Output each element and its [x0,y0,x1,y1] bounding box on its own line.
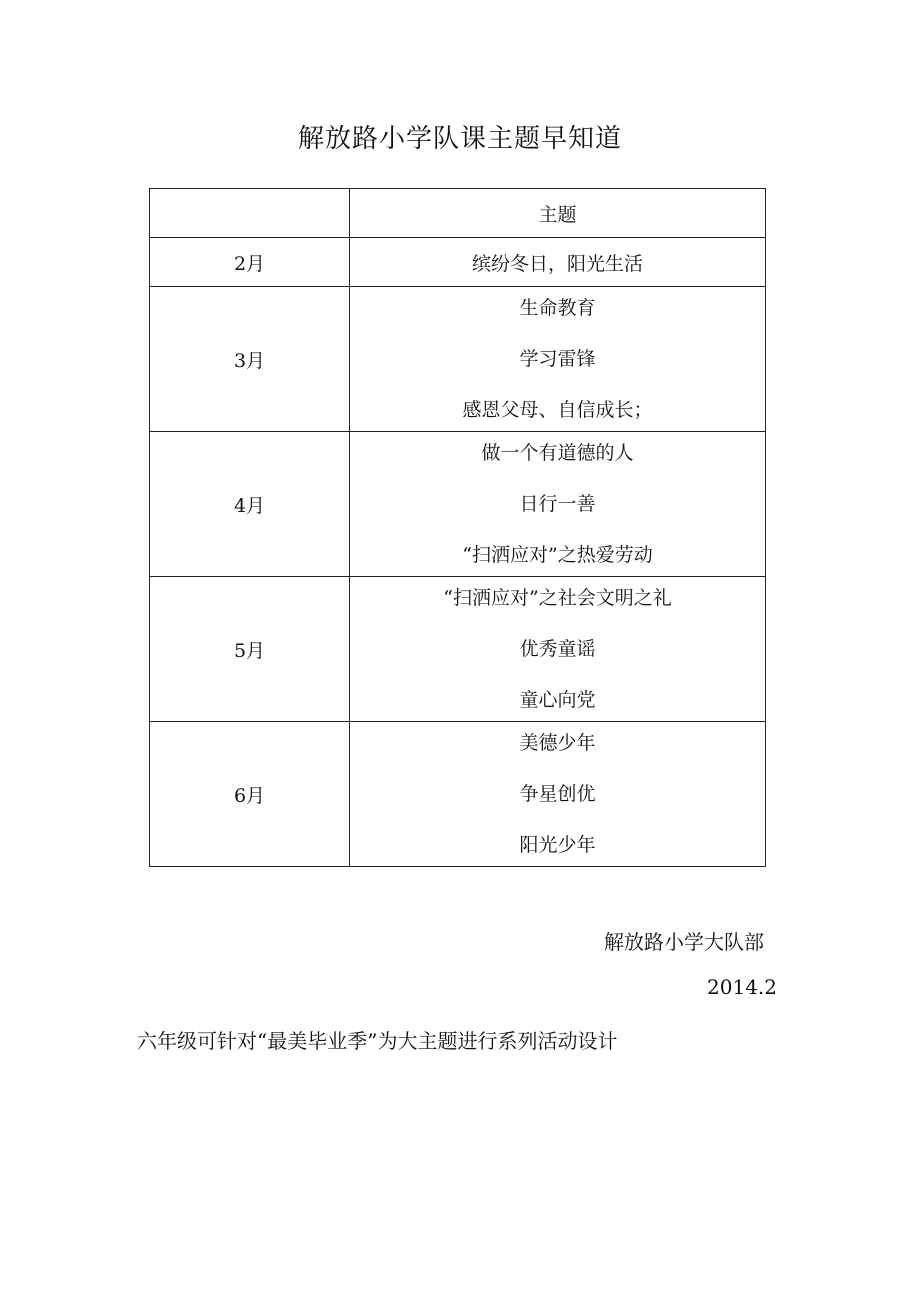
topic-item: 阳光少年 [519,834,596,856]
topic-item: “扫洒应对”之热爱劳动 [462,544,653,566]
month-cell: 5月 [150,577,350,722]
topic-cell [350,287,766,432]
topic-cell [350,722,766,867]
topic-item: 做一个有道德的人 [481,442,634,464]
month-cell: 2月 [150,238,350,287]
document-date: 2014.2 [707,975,777,999]
table-row [150,722,766,867]
topic-cell: 缤纷冬日，阳光生活 [350,238,766,287]
grade-six-note: 六年级可针对“最美毕业季”为大主题进行系列活动设计 [137,1029,618,1053]
topic-cell [350,432,766,577]
topic-item: 优秀童谣 [519,638,596,660]
topic-item: “扫洒应对”之社会文明之礼 [443,587,672,609]
topic-item: 美德少年 [519,732,596,754]
month-cell: 6月 [150,722,350,867]
table-row [150,432,766,577]
topic-item: 日行一善 [519,493,596,515]
table-header-row [150,189,766,238]
theme-table [149,188,766,867]
topic-item: 学习雷锋 [519,348,596,370]
topic-item: 童心向党 [519,689,596,711]
header-cell-theme: 主题 [350,189,766,238]
topic-item: 感恩父母、自信成长； [462,399,653,421]
month-cell: 4月 [150,432,350,577]
page-title: 解放路小学队课主题早知道 [297,124,622,154]
topic-item: 生命教育 [519,297,596,319]
table-row [150,238,766,287]
table-row [150,577,766,722]
month-cell: 3月 [150,287,350,432]
topic-cell [350,577,766,722]
organization-signature: 解放路小学大队部 [604,930,764,954]
table-row [150,287,766,432]
topic-item: 争星创优 [519,783,596,805]
header-cell-month [150,189,350,238]
